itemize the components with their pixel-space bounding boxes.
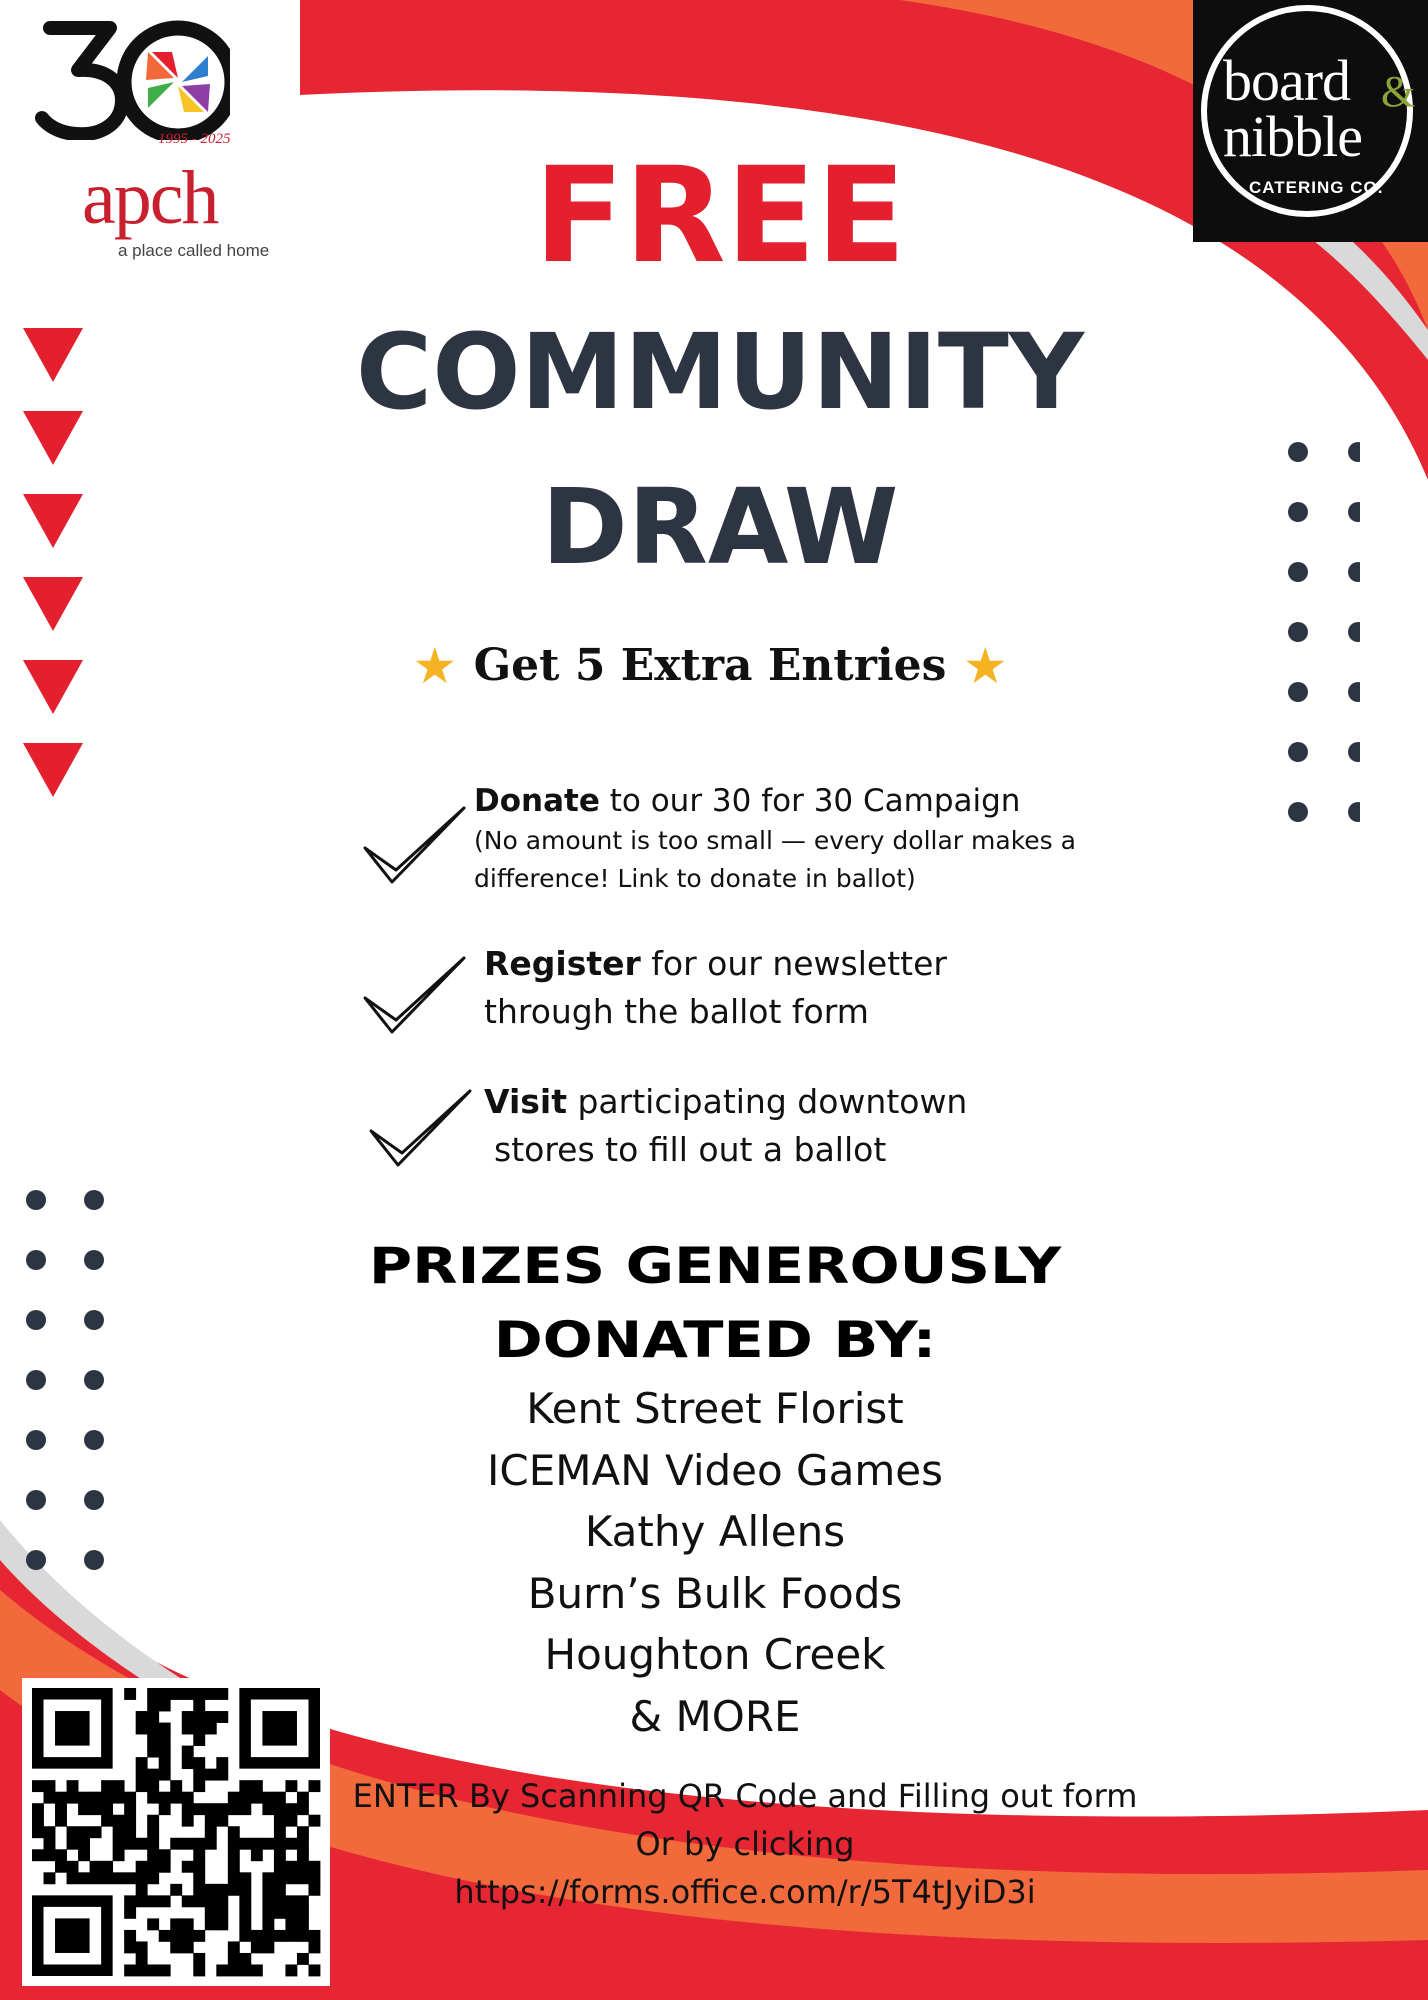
- enter-instructions: [340, 1772, 1150, 1916]
- item-line2: stores to fill out a ballot: [494, 1130, 887, 1169]
- anniversary-30-mark: [30, 10, 230, 140]
- check-icon: [360, 950, 470, 1040]
- triangle-down-icon: [23, 494, 83, 548]
- dot-grid-right: [1280, 440, 1360, 830]
- item-line2: through the ballot form: [484, 992, 869, 1031]
- logo-ampersand: &: [1381, 67, 1416, 116]
- item-bold: Donate: [474, 783, 600, 819]
- headline-draw: DRAW: [541, 466, 899, 588]
- checklist-item-register: [484, 940, 947, 1036]
- star-icon: ★: [412, 637, 458, 694]
- checklist-item-donate: [474, 780, 1076, 898]
- dot-grid-left: [22, 1188, 112, 1578]
- triangle-down-icon: [23, 328, 83, 382]
- triangle-down-icon: [23, 577, 83, 631]
- item-text: participating downtown: [567, 1082, 968, 1121]
- apch-wordmark: apch: [82, 156, 218, 240]
- triangle-column: [20, 325, 90, 805]
- board-nibble-logo: [1193, 0, 1428, 242]
- extra-entries-label: Get 5 Extra Entries: [473, 640, 947, 691]
- prizes-heading-line2: DONATED BY:: [493, 1311, 937, 1369]
- checklist-item-visit: [484, 1078, 967, 1174]
- triangle-down-icon: [23, 411, 83, 465]
- logo-word-board: board: [1223, 48, 1351, 113]
- item-note-line1: (No amount is too small — every dollar makes a: [474, 826, 1076, 855]
- donor-item: Kathy Allens: [584, 1507, 846, 1556]
- extra-entries: [380, 637, 1040, 710]
- triangle-down-icon: [23, 743, 83, 797]
- check-icon: [360, 800, 470, 890]
- enter-line2: Or by clicking: [635, 1825, 855, 1863]
- item-bold: Register: [484, 944, 641, 983]
- headline-free: FREE: [533, 139, 907, 293]
- logo-subtitle: CATERING CO.: [1249, 178, 1384, 197]
- qr-code[interactable]: [22, 1678, 330, 1986]
- item-text: for our newsletter: [640, 944, 947, 983]
- item-text: to our 30 for 30 Campaign: [599, 783, 1021, 819]
- donor-list: [370, 1378, 1060, 1747]
- donor-item: ICEMAN Video Games: [487, 1445, 943, 1495]
- check-icon: [366, 1083, 476, 1173]
- apch-logo: [30, 10, 290, 260]
- item-bold: Visit: [484, 1082, 567, 1121]
- donor-item: Houghton Creek: [544, 1630, 886, 1679]
- qr-code-graphic: [22, 1678, 330, 1986]
- enter-line1: ENTER By Scanning QR Code and Filling out form: [352, 1777, 1138, 1815]
- donor-item: Burn’s Bulk Foods: [527, 1568, 903, 1618]
- star-icon: ★: [962, 637, 1008, 694]
- form-link[interactable]: https://forms.office.com/r/5T4tJyiD3i: [454, 1873, 1036, 1911]
- apch-years: 1995 - 2025: [158, 131, 231, 147]
- apch-tagline: a place called home: [118, 241, 270, 260]
- donor-item: & MORE: [629, 1691, 801, 1741]
- headline-community: COMMUNITY: [355, 311, 1085, 433]
- prizes-heading-line1: PRIZES GENEROUSLY: [368, 1237, 1062, 1295]
- item-note-line2: difference! Link to donate in ballot): [474, 864, 916, 893]
- donor-item: Kent Street Florist: [526, 1384, 904, 1433]
- logo-word-nibble: nibble: [1223, 104, 1362, 169]
- triangle-down-icon: [23, 660, 83, 714]
